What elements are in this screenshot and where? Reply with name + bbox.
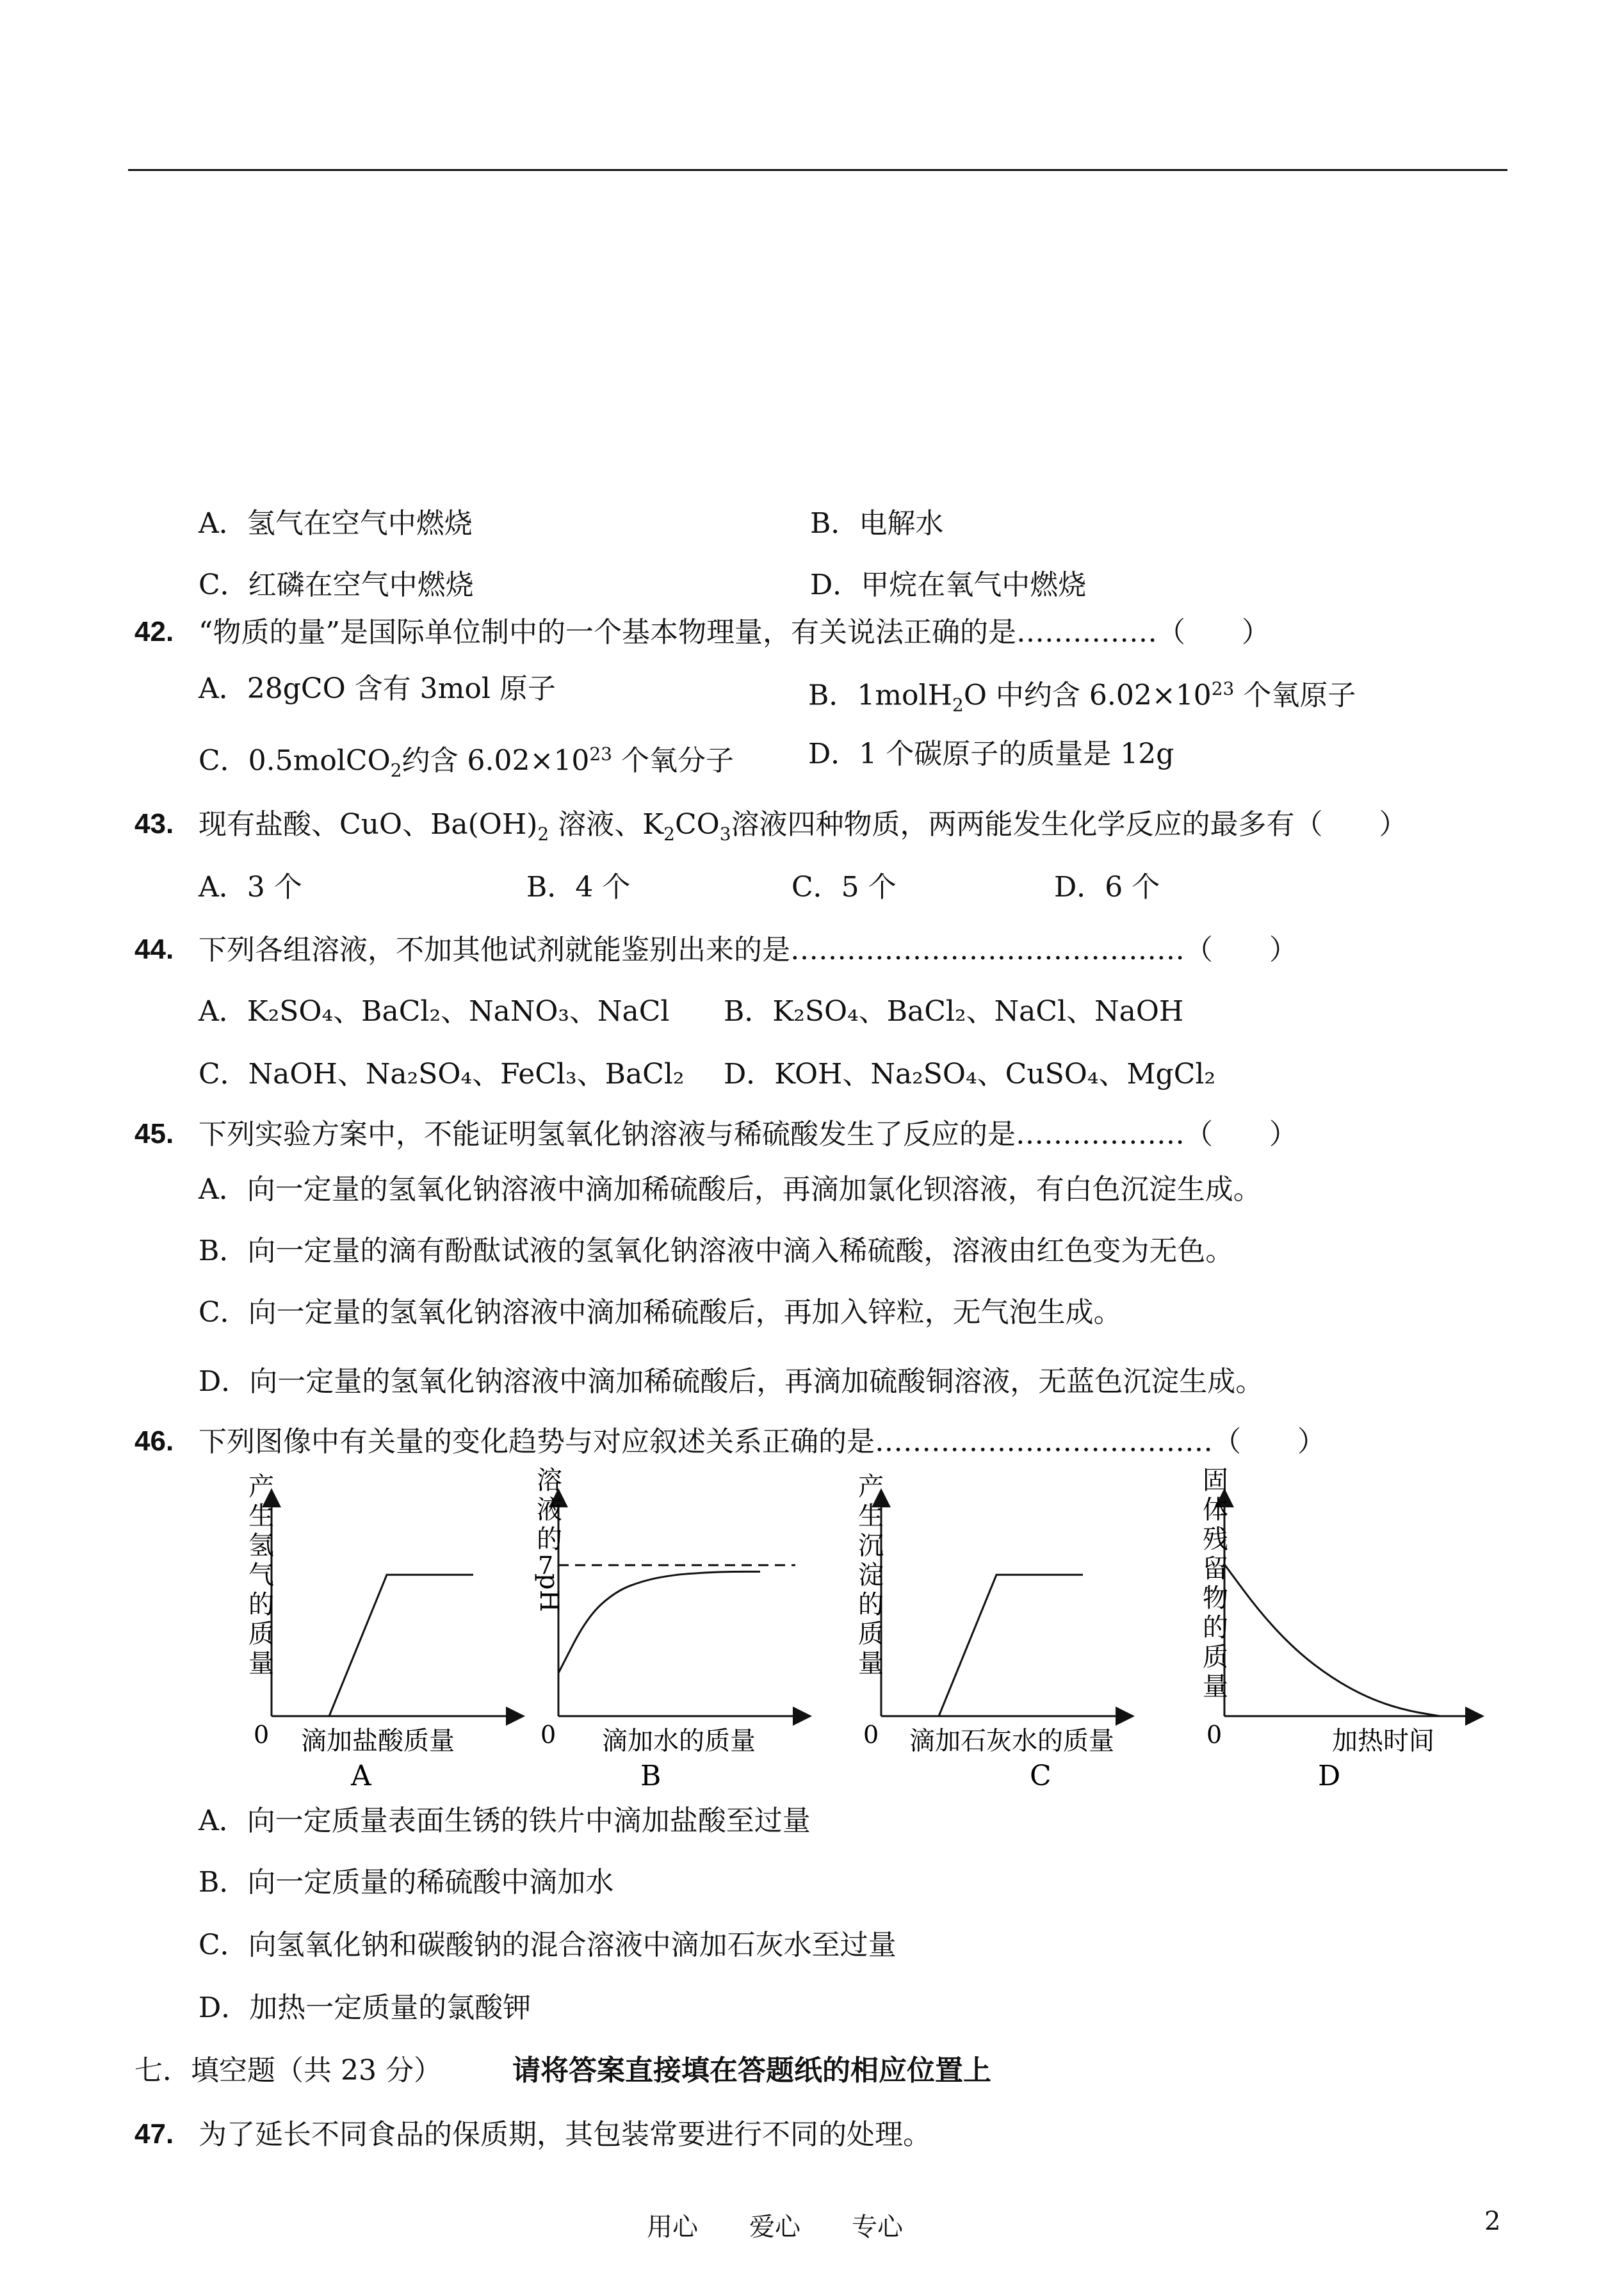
graph-b-ref-tick: 7 [538, 1552, 554, 1580]
q42-stem: “物质的量”是国际单位制中的一个基本物理量，有关说法正确的是……………（ ） [199, 616, 1270, 649]
graph-d-origin: 0 [1206, 1721, 1222, 1749]
q43-option-c: C．5 个 [792, 871, 897, 904]
graph-d-y-label-char: 残 [1203, 1525, 1228, 1554]
graph-c-y-label-char: 的 [858, 1590, 884, 1619]
graph-c-data-line [881, 1575, 1083, 1716]
q46-option-a: A．向一定质量表面生锈的铁片中滴加盐酸至过量 [199, 1804, 811, 1837]
graph-c-y-label-char: 沉 [858, 1531, 884, 1561]
graph-d-y-label-char: 的 [1203, 1613, 1228, 1642]
graph-c-caption: C [1030, 1760, 1052, 1792]
graph-c-y-label-char: 生 [858, 1502, 884, 1531]
graph-a-y-label-char: 氢 [248, 1531, 274, 1561]
graph-d-y-label-char: 质 [1203, 1642, 1228, 1672]
q41-option-b: B．电解水 [810, 507, 944, 540]
graph-b-y-label-ph: pH [534, 1573, 564, 1612]
graph-c-y-label-char: 质 [858, 1619, 884, 1649]
graph-a-y-label-char: 产 [248, 1472, 274, 1502]
q46-stem: 下列图像中有关量的变化趋势与对应叙述关系正确的是………………………………（ ） [199, 1425, 1326, 1458]
q46-option-d: D．加热一定质量的氯酸钾 [199, 1991, 532, 2024]
q44-option-d: D．KOH、Na₂SO₄、CuSO₄、MgCl₂ [724, 1058, 1216, 1091]
graph-d-caption: D [1318, 1760, 1341, 1792]
q44-number: 44. [134, 934, 174, 965]
graph-a-x-label: 滴加盐酸质量 [301, 1726, 455, 1756]
graph-d-y-label-char: 物 [1203, 1584, 1228, 1613]
graph-c-y-label-char: 量 [858, 1649, 884, 1678]
graph-b-y-label-char: 溶 [537, 1466, 562, 1495]
q45-number: 45. [134, 1118, 174, 1149]
q43-option-a: A．3 个 [199, 871, 302, 904]
graph-d-data-line [1224, 1564, 1440, 1716]
graph-b-y-label-char: 液 [537, 1495, 562, 1525]
page-number: 2 [1484, 2207, 1501, 2236]
q43-stem: 现有盐酸、CuO、$Ba(OH)_2$ 溶液、$K_2CO_3$溶液四种物质，两两能发生化学反应的最多有（ ） [199, 808, 1408, 845]
section-7-note: 请将答案直接填在答题纸的相应位置上 [512, 2054, 991, 2087]
q45-option-c: C．向一定量的氢氧化钠溶液中滴加稀硫酸后，再加入锌粒，无气泡生成。 [199, 1296, 1122, 1329]
graph-a-y-label-char: 生 [248, 1502, 274, 1531]
graph-a-data-line [272, 1575, 473, 1716]
section-7-title: 七．填空题（共 23 分） [134, 2054, 442, 2087]
q45-option-a: A．向一定量的氢氧化钠溶液中滴加稀硫酸后，再滴加氯化钡溶液，有白色沉淀生成。 [199, 1173, 1262, 1206]
q47-stem: 为了延长不同食品的保质期，其包装常要进行不同的处理。 [199, 2118, 931, 2151]
graph-d-x-label: 加热时间 [1332, 1726, 1434, 1756]
q44-option-b: B．K₂SO₄、BaCl₂、NaCl、NaOH [724, 995, 1184, 1028]
graph-d-y-label-char: 体 [1203, 1495, 1228, 1525]
q42-option-c: C．0.5molCO$_2$约含 $6.02\times 10^{23}$ 个氧分子 [199, 743, 734, 781]
q46-option-c: C．向氢氧化钠和碳酸钠的混合溶液中滴加石灰水至过量 [199, 1929, 897, 1961]
graph-a-caption: A [351, 1760, 371, 1792]
graph-c-x-label: 滴加石灰水的质量 [909, 1726, 1114, 1756]
graph-b-x-label: 滴加水的质量 [602, 1726, 756, 1756]
graph-a-y-label-char: 质 [248, 1619, 274, 1649]
graph-a-y-label-char: 的 [248, 1590, 274, 1619]
q44-stem: 下列各组溶液，不加其他试剂就能鉴别出来的是……………………………………（ ） [199, 934, 1297, 966]
graph-c-origin: 0 [863, 1721, 879, 1749]
q45-option-b: B．向一定量的滴有酚酞试液的氢氧化钠溶液中滴入稀硫酸，溶液由红色变为无色。 [199, 1235, 1234, 1267]
q46-option-b: B．向一定质量的稀硫酸中滴加水 [199, 1866, 614, 1899]
graph-d-y-label-char: 留 [1203, 1554, 1228, 1584]
graph-b-origin: 0 [540, 1721, 556, 1749]
q47-number: 47. [134, 2118, 174, 2150]
q42-number: 42. [134, 616, 174, 647]
q41-option-d: D．甲烷在氧气中燃烧 [810, 569, 1087, 601]
q41-option-a: A．氢气在空气中燃烧 [199, 507, 473, 540]
q43-option-d: D．6 个 [1054, 871, 1160, 904]
q43-option-b: B．4 个 [526, 871, 631, 904]
graph-a-origin: 0 [254, 1721, 270, 1749]
q44-option-c: C．NaOH、Na₂SO₄、FeCl₃、BaCl₂ [199, 1058, 685, 1091]
graph-c-y-label-char: 淀 [858, 1561, 884, 1590]
graph-c-y-label-char: 产 [858, 1472, 884, 1502]
q45-stem: 下列实验方案中，不能证明氢氧化钠溶液与稀硫酸发生了反应的是………………（ ） [199, 1118, 1297, 1151]
q42-option-b: B．1molH$_2$O 中约含 $6.02\times 10^{23}$ 个氧原子 [808, 678, 1356, 716]
graph-b-y-label-char: 的 [537, 1525, 562, 1554]
q42-option-d: D．1 个碳原子的质量是 12g [808, 738, 1174, 770]
graph-a-y-label-char: 气 [248, 1561, 274, 1590]
q42-option-a: A．28gCO 含有 3mol 原子 [199, 672, 556, 705]
graph-a-y-label-char: 量 [248, 1649, 274, 1678]
q43-number: 43. [134, 808, 174, 839]
graph-b-data-line [558, 1571, 760, 1673]
graph-d-y-label-char: 量 [1203, 1672, 1228, 1701]
footer-text: 用心 爱心 专心 [647, 2212, 903, 2242]
q45-option-d: D．向一定量的氢氧化钠溶液中滴加稀硫酸后，再滴加硫酸铜溶液，无蓝色沉淀生成。 [199, 1365, 1264, 1398]
graph-b-caption: B [640, 1760, 662, 1792]
q46-number: 46. [134, 1425, 174, 1457]
graph-d-y-label-char: 固 [1203, 1466, 1228, 1495]
q41-option-c: C．红磷在空气中燃烧 [199, 569, 474, 601]
q44-option-a: A．K₂SO₄、BaCl₂、NaNO₃、NaCl [199, 995, 670, 1028]
